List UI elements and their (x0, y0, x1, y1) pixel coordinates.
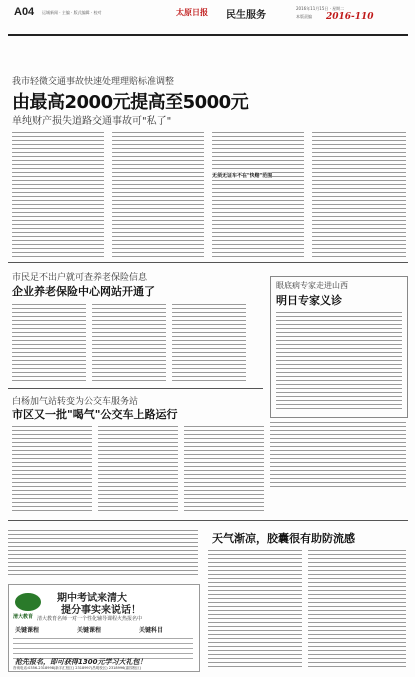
story5-column-left (8, 528, 198, 578)
story2-kicker: 市民足不出户就可查养老保险信息 (12, 273, 148, 283)
story1-headline: 由最高2000元提高至5000元 (12, 92, 249, 113)
story5-column-2 (308, 548, 406, 670)
brand-name: 清大教育 (13, 614, 34, 620)
ad-title-1: 期中考试来清大 (57, 593, 127, 604)
header-rule (8, 34, 408, 36)
divider (8, 262, 408, 263)
story1-column-3 (212, 130, 304, 258)
story3-column-2 (98, 424, 178, 514)
section-title: 民生服务 (226, 10, 266, 21)
story1-subhead: 单纯财产损失道路交通事故可"私了" (12, 116, 172, 127)
story3-kicker: 白杨加气站转变为公交车服务站 (12, 397, 139, 407)
story3-column-1 (12, 424, 92, 514)
page-number: A04 (14, 6, 35, 18)
ad-phone: 咨询电话:0356-2318998(新宇汇校区) 2318997(昌明校区) 2318996(嘉园校区) (13, 666, 142, 670)
story1-column-1 (12, 130, 104, 258)
ad-body (13, 635, 193, 659)
editor-meta: 运城新闻 · 主编 · 版式编辑 · 校对 (42, 10, 102, 15)
story1-column-4 (312, 130, 406, 258)
story5-column-1 (208, 548, 302, 670)
newspaper-logo: 太原日报 (176, 7, 208, 17)
ad-keyword-1: 关键课程 (15, 627, 40, 634)
story2-column-2 (92, 302, 166, 382)
story4-headline: 明日专家义诊 (276, 294, 342, 307)
issue-label: 本版责编 (296, 14, 312, 19)
issue-number: 2016-110 (326, 12, 374, 22)
story2-column-1 (12, 302, 86, 382)
story4-body-continued (270, 420, 406, 490)
ad-keyword-2: 关键课程 (77, 627, 102, 634)
page-header (8, 4, 408, 34)
ad-slogan: 抢先报名，即可获得1300元学习大礼包！ (15, 658, 147, 666)
story1-column-2 (112, 130, 204, 258)
brand-logo-icon (15, 593, 41, 611)
story3-column-3 (184, 424, 264, 514)
ad-keyword-3: 关键科目 (139, 627, 164, 634)
story1-kicker: 我市轻微交通事故快速处理理赔标准调整 (12, 77, 175, 87)
story2-headline: 企业养老保险中心网站开通了 (12, 285, 155, 298)
ad-title-2: 提分事实来说话！ (61, 605, 141, 616)
story5-headline: 天气渐凉，胶囊很有助防流感 (212, 532, 355, 545)
issue-date: 2016年11月15日 · 星期二 (296, 6, 345, 11)
divider (8, 388, 263, 389)
ad-line: 清大教育名师一对一个性化辅导课程火热报名中 (37, 616, 143, 622)
story4-kicker: 眼底病专家走进山西 (276, 281, 348, 290)
divider (8, 520, 408, 521)
story3-headline: 市区又一批"喝气"公交车上路运行 (12, 408, 178, 421)
advertisement (8, 584, 200, 672)
story1-inline-head: 无须无证车不在"快赔"范围 (212, 173, 273, 179)
story2-column-3 (172, 302, 246, 382)
story4-body (276, 310, 402, 410)
